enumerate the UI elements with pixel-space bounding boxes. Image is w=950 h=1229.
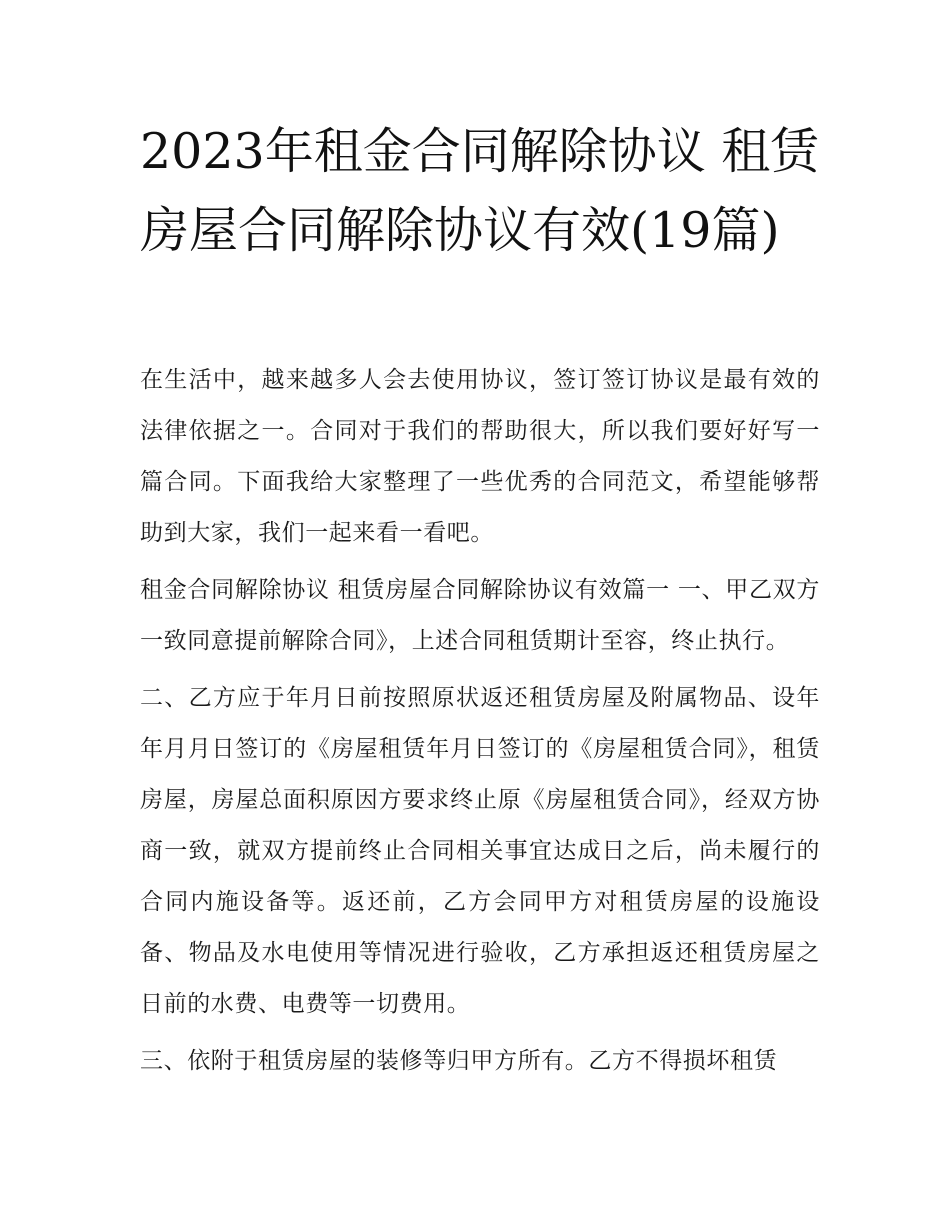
document-body xyxy=(140,355,820,1093)
paragraph-intro: 在生活中，越来越多人会去使用协议，签订签订协议是最有效的法律依据之一。合同对于我们的帮助很大，所以我们要好好写一篇合同。下面我给大家整理了一些优秀的合同范文，希望能够帮助到大家，我们一起来看一看吧。 xyxy=(140,367,820,546)
paragraph-clause-1: 租金合同解除协议 租赁房屋合同解除协议有效篇一 一、甲乙双方一致同意提前解除合同》，上述合同租赁期计至容，终止执行。 xyxy=(140,577,820,654)
paragraph-clause-2: 二、乙方应于年月日前按照原状返还租赁房屋及附属物品、设年年月月日签订的《房屋租赁年月日签订的《房屋租赁合同》，租赁房屋，房屋总面积原因方要求终止原《房屋租赁合同》，经双方协商一致，就双方提前终止合同相关事宜达成日之后，尚未履行的合同内施设备等。返还前，乙方会同甲方对租赁房屋的设施设备、物品及水电使用等情况进行验收，乙方承担返还租赁房屋之日前的水费、电费等一切费用。 xyxy=(140,685,820,1017)
document-title: 2023年租金合同解除协议 租赁房屋合同解除协议有效(19篇) xyxy=(140,123,820,259)
paragraph-clause-3: 三、依附于租赁房屋的装修等归甲方所有。乙方不得损坏租赁 xyxy=(140,1048,778,1074)
